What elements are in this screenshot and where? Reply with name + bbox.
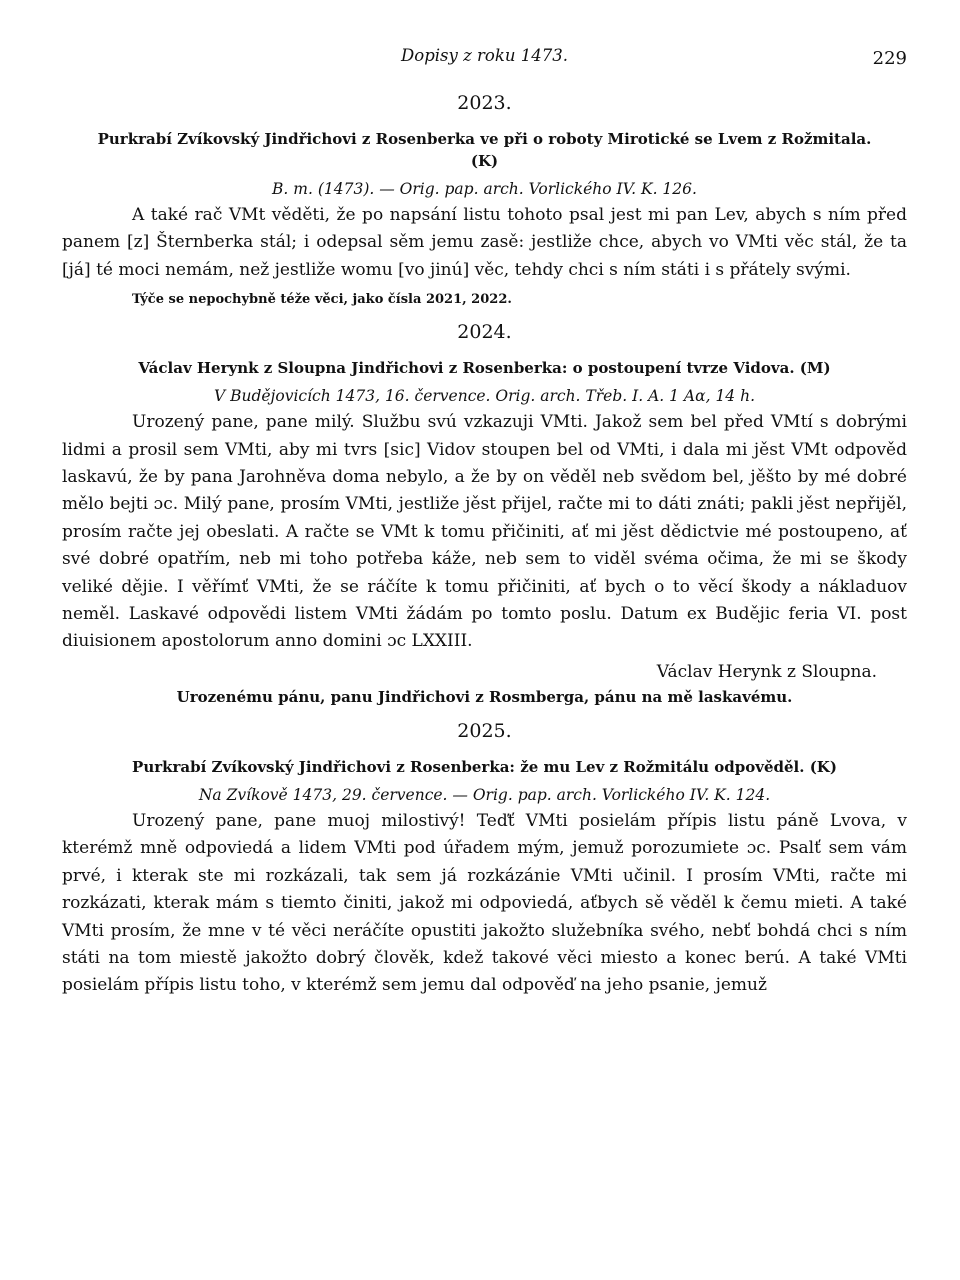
entry-number: 2024.: [457, 321, 512, 344]
page-number: 229: [872, 48, 907, 69]
running-title: Dopisy z roku 1473.: [401, 46, 568, 65]
entry-summary: Václav Herynk z Sloupna Jindřichovi z Rosenberka: o postoupení tvrze Vidova. (M): [138, 359, 831, 378]
entry-signature: Václav Herynk z Sloupna.: [656, 661, 877, 682]
entry-dateline: B. m. (1473). — Orig. pap. arch. Vorlického IV. K. 126.: [272, 180, 697, 198]
entry-note: Týče se nepochybně téže věci, jako čísla 2021, 2022.: [132, 292, 512, 308]
entry-text: A také rač VMt věděti, že po napsání listu tohoto psal jest mi pan Lev, abych s ním před panem [z] Šternberka stál; i odepsal sěm jemu zasě: jestliže chce, abych vo VMti věc stál, že ta [já] té moci nemám, než jestliže womu [vo jinú] věc, tehdy chci s ním státi i s přátely svými.: [62, 205, 907, 280]
page-header: [62, 40, 907, 78]
entry-address: Urozenému pánu, panu Jindřichovi z Rosmberga, pánu na mě laskavému.: [176, 687, 793, 706]
entry-text: Urozený pane, pane muoj milostivý! Teďť VMti posielám přípis listu páně Lvova, v kterémž mně odpoviedá a lidem VMti pod úřadem mým, jemuž porozumiete ɔc. Psalť sem vám prvé, i kterak ste mi rozkázali, tak sem já rozkázánie VMti učinil. I prosím VMti, račte mi rozkázati, kterak mám s tiemto činiti, jakož mi odpoviedá, aťbych sě věděl k čemu mieti. A také VMti prosím, že mne v té věci neráčíte opustiti jakožto služebníka svého, nebť bohdá chci s ním státi na tom miestě jakožto dobrý člověk, kdež takové věci miesto a konec berú. A také VMti posielám přípis listu toho, v kterémž sem jemu dal odpověď na jeho psanie, jemuž: [62, 810, 907, 996]
entry-dateline: V Budějovicích 1473, 16. července. Orig. arch. Třeb. I. A. 1 Aα, 14 h.: [213, 387, 756, 406]
entry-dateline: Na Zvíkově 1473, 29. července. — Orig. pap. arch. Vorlického IV. K. 124.: [198, 785, 771, 804]
entry-number: 2023.: [457, 92, 512, 114]
entry-number: 2025.: [457, 719, 512, 742]
entry-text: Urozený pane, pane milý. Službu svú vzkazuji VMti. Jakož sem bel před VMtí s dobrými lidmi a prosil sem VMti, aby mi tvrs [sic] Vidov stoupen bel od VMti, i dala mi jěst VMt odpověd laskavú, že by pana Jarohněva doma nebylo, a že by on věděl neb svědom bel, jěšto by mé dobré mělo bejti ɔc. Milý pane, prosím VMti, jestliže jěst přijel, račte mi to dáti znáti; pakli jěst nepřijěl, prosím račte jej obeslati. A račte se VMt k tomu přičiniti, ať mi jěst dědictvie mé postoupeno, ať své dobré opatřím, neb mi toho potřeba káže, neb sem to viděl svéma očima, že mi se škody veliké dějie. I věřímť VMti, že se ráčíte k tomu přičiniti, ať bych o to věcí škody a nákladuov neměl. Laskavé odpovědi listem VMti žádám po tomto poslu. Datum ex Budějic feria VI. post diuisionem apostolorum anno domini ɔc LXXIII.: [62, 412, 907, 652]
document-page: [62, 40, 907, 1000]
entry-summary: Purkrabí Zvíkovský Jindřichovi z Rosenberka: že mu Lev z Rožmitálu odpověděl. (K): [132, 757, 837, 776]
entry-summary: Purkrabí Zvíkovský Jindřichovi z Rosenberka ve při o roboty Mirotické se Lvem z Rožmitala. (K): [97, 130, 872, 170]
